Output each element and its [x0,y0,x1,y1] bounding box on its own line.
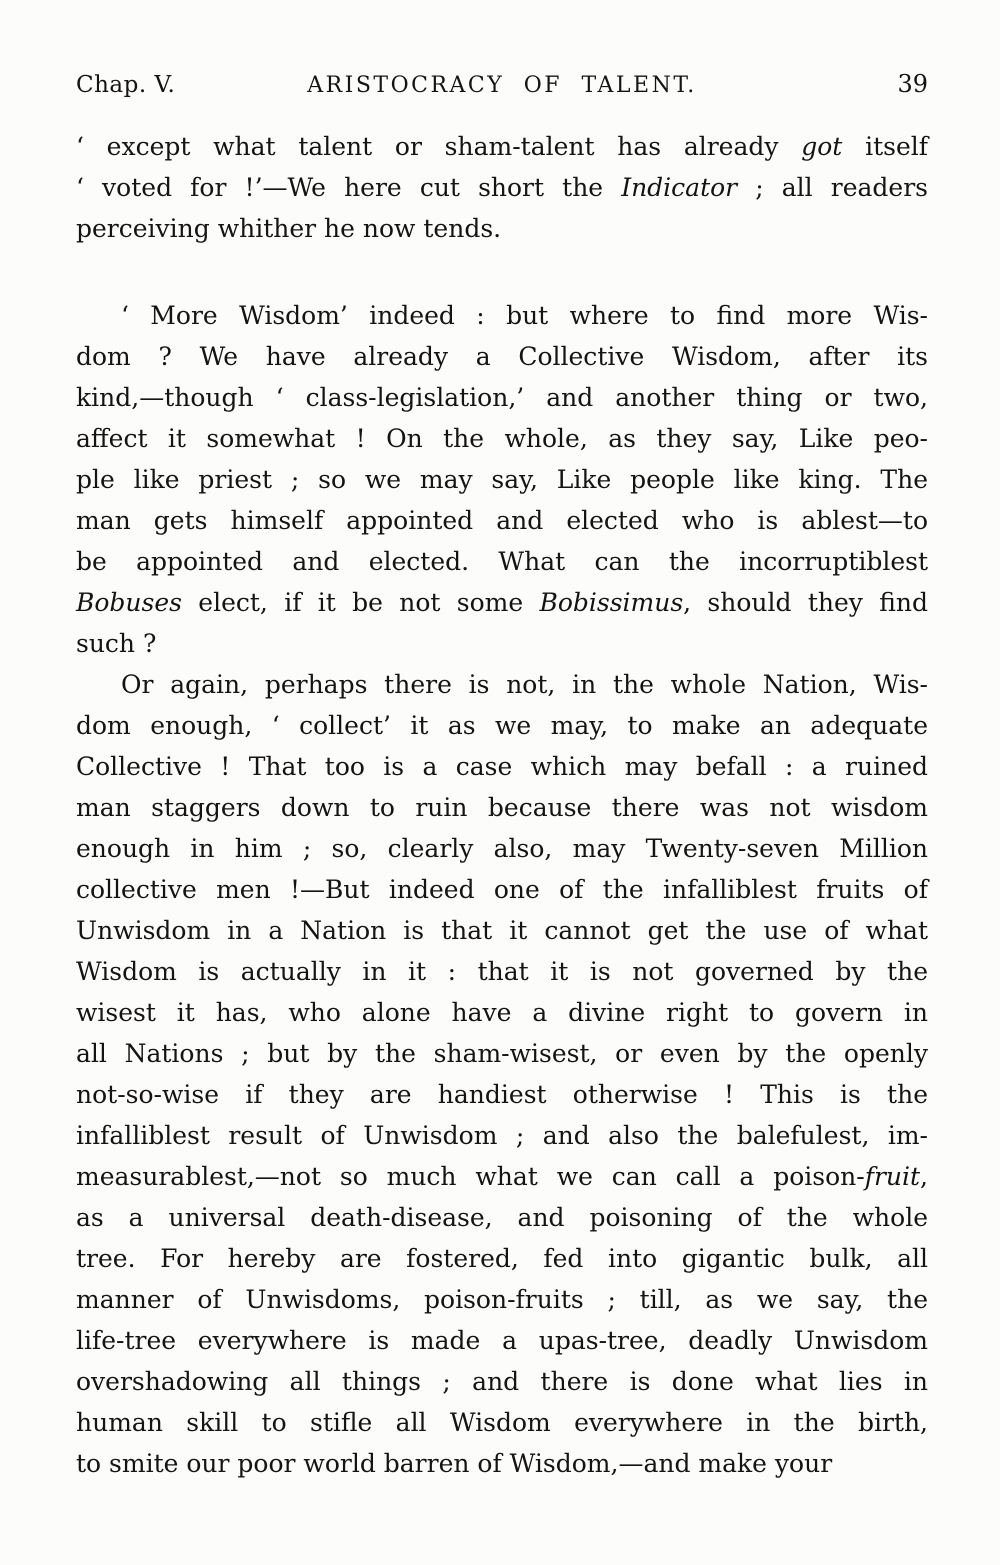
italic-text: Bobissimus [539,588,684,617]
text-segment: not-so-wise if they are handiest otherwise ! This is the [76,1080,928,1109]
text-line [76,1197,928,1238]
text-segment: Wisdom is actually in it : that it is not governed by the [76,957,928,986]
text-segment: Or again, perhaps there is not, in the whole Nation, Wis- [121,670,928,699]
text-segment: enough in him ; so, clearly also, may Twenty-seven Million [76,834,928,863]
text-line [76,126,928,167]
text-line [76,869,928,910]
text-line [76,951,928,992]
text-segment: Collective ! That too is a case which may befall : a ruined [76,752,928,781]
text-segment: itself [842,132,928,161]
text-line [76,746,928,787]
text-segment: , [920,1162,928,1191]
text-line [76,1033,928,1074]
page-body [76,126,928,1484]
text-line [76,1074,928,1115]
text-segment: such ? [76,629,157,658]
text-segment: , should they find [683,588,928,617]
text-segment: as a universal death-disease, and poisoning of the whole [76,1203,928,1232]
page-number: 39 [897,70,928,98]
text-line [76,1402,928,1443]
text-segment: ; all readers [737,173,928,202]
text-segment: kind,—though ‘ class-legislation,’ and another thing or two, [76,383,928,412]
text-segment: infalliblest result of Unwisdom ; and also the balefulest, im- [76,1121,928,1150]
text-line [76,459,928,500]
text-line [76,705,928,746]
text-segment: ‘ More Wisdom’ indeed : but where to find more Wis- [121,301,928,330]
paragraph [76,295,928,664]
text-line [76,910,928,951]
text-segment: man staggers down to ruin because there was not wisdom [76,793,928,822]
text-line [76,1115,928,1156]
italic-text: Indicator [621,173,738,202]
text-segment: perceiving whither he now tends. [76,214,502,243]
text-line [76,1361,928,1402]
text-line [76,1279,928,1320]
text-segment: life-tree everywhere is made a upas-tree, deadly Unwisdom [76,1326,928,1355]
page-header [76,70,928,98]
text-segment: ‘ voted for !’—We here cut short the [76,173,622,202]
text-segment: dom ? We have already a Collective Wisdom, after its [76,342,928,371]
text-segment: be appointed and elected. What can the incorruptiblest [76,547,928,576]
text-segment: all Nations ; but by the sham-wisest, or even by the openly [76,1039,928,1068]
text-line [76,336,928,377]
text-line [76,1238,928,1279]
text-segment: collective men !—But indeed one of the infalliblest fruits of [76,875,928,904]
italic-text: fruit [864,1162,921,1191]
text-segment: ple like priest ; so we may say, Like people like king. The [76,465,928,494]
italic-text: got [801,132,843,161]
text-line [76,295,928,336]
text-segment: ‘ except what talent or sham-talent has already [76,132,802,161]
text-segment: to smite our poor world barren of Wisdom,—and make your [76,1449,833,1478]
text-segment: overshadowing all things ; and there is done what lies in [76,1367,928,1396]
text-segment: man gets himself appointed and elected who is ablest—to [76,506,928,535]
text-line [76,623,928,664]
text-line [76,992,928,1033]
text-line [76,1443,928,1484]
text-line [76,541,928,582]
text-segment: measurablest,—not so much what we can call a poison- [76,1162,865,1191]
text-line [76,167,928,208]
chapter-label: Chap. V. [76,72,176,98]
text-segment: tree. For hereby are fostered, fed into gigantic bulk, all [76,1244,928,1273]
text-segment: Unwisdom in a Nation is that it cannot get the use of what [76,916,928,945]
italic-text: Bobuses [76,588,182,617]
text-segment: dom enough, ‘ collect’ it as we may, to make an adequate [76,711,928,740]
text-segment: wisest it has, who alone have a divine right to govern in [76,998,928,1027]
text-line [76,418,928,459]
text-segment: elect, if it be not some [181,588,540,617]
text-line [76,1156,928,1197]
paragraph [76,664,928,1484]
text-line [76,828,928,869]
text-segment: human skill to stifle all Wisdom everywhere in the birth, [76,1408,928,1437]
text-segment: manner of Unwisdoms, poison-fruits ; till, as we say, the [76,1285,928,1314]
text-line [76,377,928,418]
text-line [76,1320,928,1361]
running-title: ARISTOCRACY OF TALENT. [307,73,697,98]
text-line [76,787,928,828]
text-line [76,582,928,623]
paragraph [76,126,928,249]
text-line [76,208,928,249]
text-line [76,500,928,541]
text-line [76,664,928,705]
text-segment: affect it somewhat ! On the whole, as they say, Like peo- [76,424,928,453]
